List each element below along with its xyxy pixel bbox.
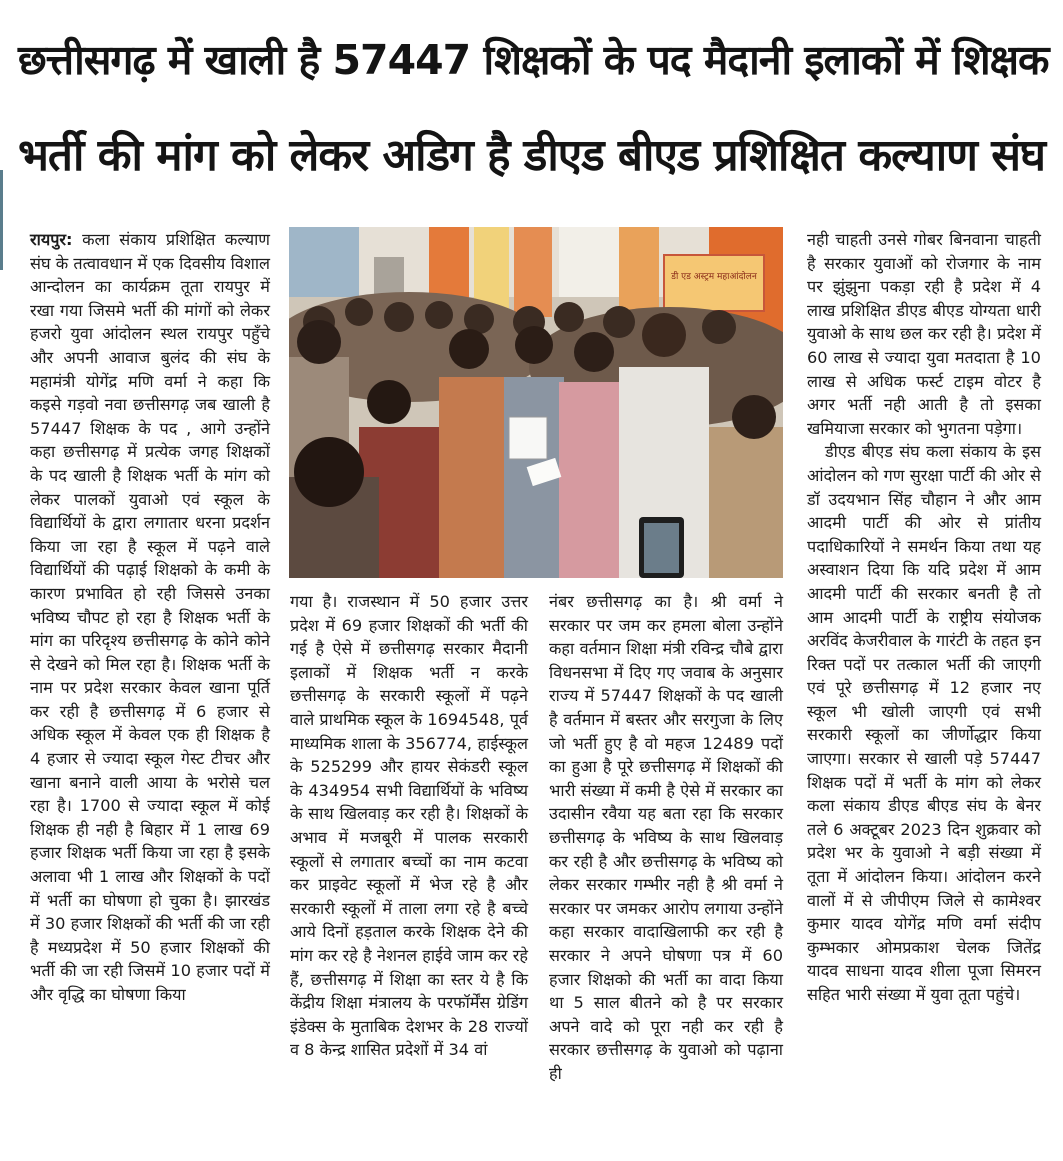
- column-4-paragraph-2: डीएड बीएड संघ कला संकाय के इस आंदोलन को गण सुरक्षा पार्टी की ओर से डॉ उदयभान सिंह चौहान ने और आम आदमी पार्टी की ओर से प्रांतीय पदाधिकारियों ने समर्थन किया तथा यह अस्वाशन दिया कि यदि प्रदेश में आम आदमी पार्टी की सरकार बनती है तो आम आदमी पार्टी के राष्ट्रीय संयोजक अरविंद केजरीवाल के गारंटी के तहत इन रिक्त पदों पर तत्काल भर्ती की जाएगी एवं पूरे छत्तीसगढ़ में 12 हजार नए स्कूल भी खोली जाएगी एवं सभी सरकारी स्कूलों का जीर्णोद्धार किया जाएगा। सरकार से खाली पड़े 57447 शिक्षक पदों में भर्ती के मांग को लेकर कला संकाय डीएड बीएड संघ के बेनर तले 6 अक्टूबर 2023 दिन शुक्रवार को प्रदेश भर के युवाओ ने बड़ी संख्या में तूता में आंदोलन किया। आंदोलन करने वालों में से जीपीएम जिले से कामेश्वर कुमार यादव योगेंद्र मणि वर्मा संदीप कुम्भकार ओमप्रकाश चेलक जितेंद्र यादव साधना यादव शीला पूजा सिमरन सहित भारी संख्या में युवा तूता पहुंचे।: [807, 442, 1041, 1004]
- page-edge-mark: [0, 170, 3, 270]
- article-column-2: गया है। राजस्थान में 50 हजार उत्तर प्रदेश में 69 हजार शिक्षकों की भर्ती की गई है ऐसे में छत्तीसगढ़ सरकार मैदानी इलाकों में शिक्षक भर्ती न करके छत्तीसगढ़ के सरकारी स्कूलों में पढ़ने वाले प्राथमिक स्कूल के 1694548, पूर्व माध्यमिक शाला के 356774, हाईस्कूल के 525299 और हायर सेकंडरी स्कूल के 434954 सभी विद्यार्थियों के भविष्य के साथ खिलवाड़ कर रही है। शिक्षकों के अभाव में मजबूरी में पालक सरकारी स्कूलों से लगातार बच्चों का नाम कटवा कर प्राइवेट स्कूलों में भेज रहे है और सरकारी स्कूलों में ताला लगा रहे है बच्चे आये दिनों हड़ताल करके शिक्षक देने की मांग कर रहे है नेशनल हाईवे जाम कर रहे हैं, छत्तीसगढ़ में शिक्षा का स्तर ये है कि केंद्रीय शिक्षा मंत्रालय के परफॉर्मेंस ग्रेडिंग इंडेक्स के मुताबिक देशभर के 28 राज्यों व 8 केन्द्र शासित प्रदेशों में 34 वां: [290, 592, 528, 1060]
- article-column-3: नंबर छत्तीसगढ़ का है। श्री वर्मा ने सरकार पर जम कर हमला बोला उन्होंने कहा वर्तमान शिक्षा मंत्री रविन्द्र चौबे द्वारा विधनसभा में दिए गए जवाब के अनुसार राज्य में 57447 शिक्षकों के पद खाली है वर्तमान में बस्तर और सरगुजा के लिए जो भर्ती हुए है वो महज 12489 पदों का हुआ है पूरे छत्तीसगढ़ में शिक्षकों की भारी संख्या में कमी है ऐसे में सरकार का उदासीन रवैया यह बता रहा कि सरकार छत्तीसगढ़ के भविष्य के साथ खिलवाड़ कर रही है और छत्तीसगढ़ के भविष्य को लेकर सरकार गम्भीर नही है श्री वर्मा ने सरकार पर जमकर आरोप लगाया उन्होंने कहा सरकार वादाखिलाफी कर रही है सरकार ने अपने घोषणा पत्र में 60 हजार शिक्षको की भर्ती का वादा किया था 5 साल बीतने को है पर सरकार अपने वादे को पूरा नही कर रही है सरकार छत्तीसगढ़ के युवाओ को पढ़ाना ही: [549, 592, 783, 1083]
- headline-line-2: भर्ती की मांग को लेकर अडिग है डीएड बीएड प्रशिक्षित कल्याण संघ: [18, 130, 1046, 181]
- headline-line-1: छत्तीसगढ़ में खाली है 57447 शिक्षकों के पद मैदानी इलाकों में शिक्षक: [18, 36, 1049, 84]
- news-photo: [289, 227, 783, 578]
- photo-banner-text: डी एड अस्ट्रम महाआंदोलन: [671, 272, 757, 282]
- column-4-paragraph-1: नही चाहती उनसे गोबर बिनवाना चाहती है सरकार युवाओं को रोजगार के नाम पर झुंझुना पकड़ा रही है प्रदेश में 4 लाख प्रशिक्षित डीएड बीएड योग्यता धारी युवाओ के साथ छल कर रही है। प्रदेश में 60 लाख से ज्यादा युवा मतदाता है 10 लाख से अधिक फर्स्ट टाइम वोटर है अगर भर्ती नही आती है तो इसका खमियाजा सरकार को भुगतना पड़ेगा।: [807, 230, 1041, 438]
- article-column-1: [30, 228, 270, 1007]
- dateline: रायपुर:: [30, 230, 73, 249]
- column-1-text: कला संकाय प्रशिक्षित कल्याण संघ के तत्वावधान में एक दिवसीय विशाल आन्दोलन का कार्यक्रम तूता रायपुर में रखा गया जिसमे भर्ती की मांगों को लेकर हजरो युवा आंदोलन स्थल रायपुर पहुँचे और अपनी आवाज बुलंद की संघ के महामंत्री योगेंद्र मणि वर्मा ने कहा कि कइसे गड़वो नवा छत्तीसगढ़ जब खाली है 57447 शिक्षक के पद , आगे उन्होंने कहा छत्तीसगढ़ में प्रत्येक जगह शिक्षकों के पद खाली है शिक्षक भर्ती के मांग को लेकर पालकों युवाओ एवं स्कूल के विद्यार्थियों के द्वारा लगातार धरना प्रदर्शन किया जा रहा है स्कूल में पढ़ने वाले विद्यार्थियों की पढ़ाई शिक्षको के कमी के कारण प्रभावित हो रही जिससे उनका भविष्य चौपट हो रहा है शिक्षक भर्ती के मांग का परिदृश्य छत्तीसगढ़ के कोने कोने से देखने को मिल रहा है। शिक्षक भर्ती के नाम पर प्रदेश सरकार केवल खाना पूर्ति कर रही है छत्तीसगढ़ में 6 हजार से अधिक स्कूल में केवल एक ही शिक्षक है 4 हजार से ज्यादा स्कूल गेस्ट टीचर और खाना बनाने वाली आया के भरोसे चल रहा है। 1700 से ज्यादा स्कूल में कोई शिक्षक ही नही है बिहार में 1 लाख 69 हजार शिक्षक भर्ती किया जा रहा है इसके अलावा भी 1 लाख और शिक्षकों के पदों में भर्ती का घोषणा हो चुका है। झारखंड में 30 हजार शिक्षकों की भर्ती की जा रही है मध्यप्रदेश में 50 हजार शिक्षकों की भर्ती की जा रही जिसमें 10 हजार पदों में और वृद्धि का घोषणा किया: [30, 230, 270, 1004]
- article-column-4: [807, 228, 1041, 1007]
